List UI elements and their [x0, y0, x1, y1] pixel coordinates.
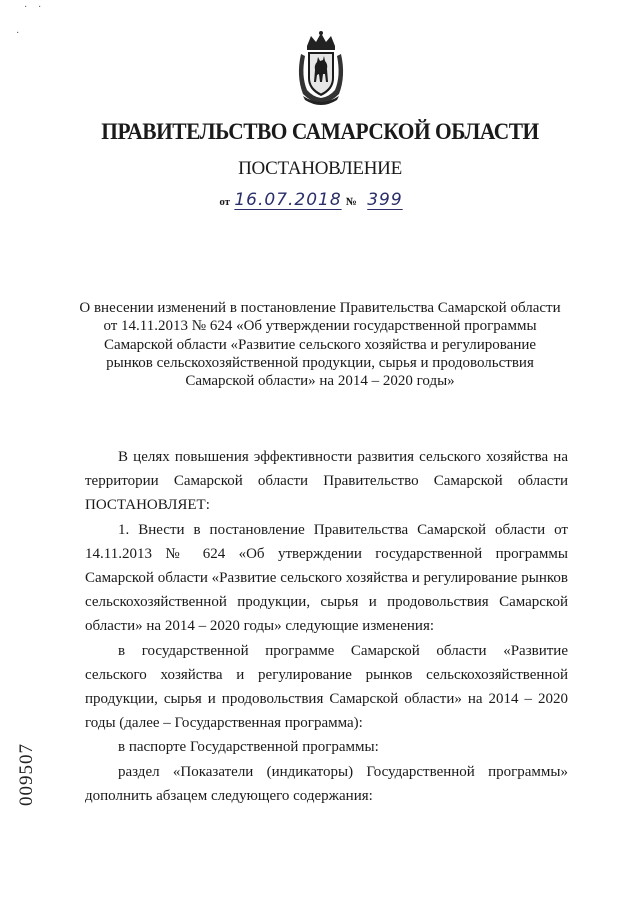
number-label: № [345, 196, 357, 208]
organization-title: ПРАВИТЕЛЬСТВО САМАРСКОЙ ОБЛАСТИ [101, 119, 539, 144]
subject-line: от 14.11.2013 № 624 «Об утверждении государственной программы [103, 318, 537, 335]
samara-coat-of-arms-icon [293, 30, 349, 106]
body-paragraph: в государственной программе Самарской области «Развитие сельского хозяйства и регулирование рынков сельскохозяйственной продукции, сырья и продовольствия Самарской области» на 2014 – 2020 годы (далее – Государственная программа): [85, 642, 568, 732]
subject-line: Самарской области» на 2014 – 2020 годы» [185, 373, 455, 390]
number-value: 399 [367, 190, 403, 210]
subject-line: Самарской области «Развитие сельского хозяйства и регулирование [103, 336, 537, 353]
subject-line: О внесении изменений в постановление Правительства Самарской области [79, 300, 561, 316]
scan-mark: · [24, 2, 28, 13]
scan-mark: · [38, 2, 42, 13]
body-paragraph: в паспорте Государственной программы: [118, 739, 379, 756]
document-subject [70, 299, 570, 390]
body-paragraph: 1. Внести в постановление Правительства Самарской области от 14.11.2013 № 624 «Об утверждении государственной программы Самарской области «Развитие сельского хозяйства и регулирование рынков сельскохозяйственной продукции, сырья и продовольствия Самарской области» на 2014 – 2020 годы» следующие изменения: [85, 521, 568, 635]
document-type: ПОСТАНОВЛЕНИЕ [238, 158, 402, 179]
subject-line: рынков сельскохозяйственной продукции, сырья и продовольствия [106, 354, 534, 371]
date-value: 16.07.2018 [234, 190, 342, 210]
scan-mark: · [16, 28, 20, 39]
side-registration-stamp: 009507 [16, 743, 37, 806]
body-paragraph: В целях повышения эффективности развития сельского хозяйства на территории Самарской области Правительство Самарской области ПОСТАНОВЛЯЕТ: [85, 449, 568, 514]
date-number-line [0, 190, 640, 210]
document-body [85, 445, 568, 808]
date-label: от [219, 196, 231, 208]
body-paragraph: раздел «Показатели (индикаторы) Государственной программы» дополнить абзацем следующего содержания: [85, 763, 568, 804]
